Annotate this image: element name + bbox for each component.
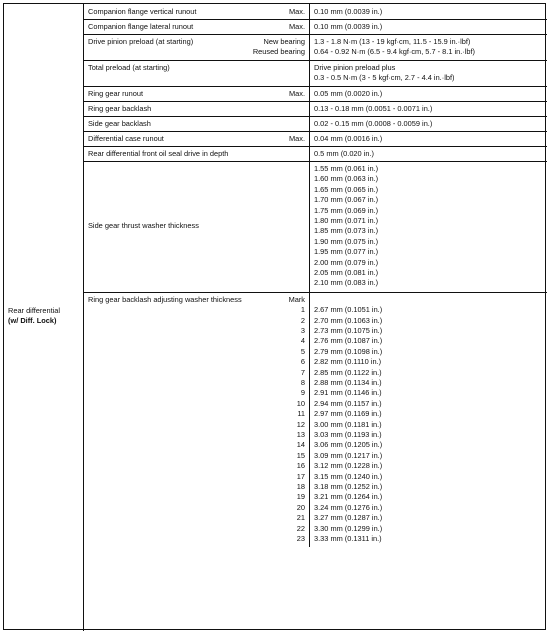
washer-mark: 12 — [296, 419, 305, 429]
washer-mark: 11 — [297, 409, 305, 419]
washer-value: 2.10 mm (0.083 in.) — [314, 278, 379, 288]
spec-item-label: Drive pinion preload (at starting) — [88, 37, 194, 46]
washer-value: 3.09 mm (0.1217 in.) — [314, 450, 383, 460]
washer-mark: 8 — [300, 378, 305, 387]
washer-value: 2.79 mm (0.1098 in.) — [314, 346, 383, 356]
washer-mark: 14 — [296, 440, 305, 450]
washer-value: 2.85 mm (0.1122 in.) — [314, 367, 382, 377]
washer-value: 1.80 mm (0.071 in.) — [314, 216, 379, 225]
washer-value: 1.90 mm (0.075 in.) — [314, 236, 379, 246]
spec-item-label: Differential case runout — [88, 134, 164, 143]
spec-item-label: Ring gear backlash adjusting washer thickness — [88, 294, 242, 304]
group-label-sub: (w/ Diff. Lock) — [8, 316, 57, 325]
washer-value: 2.88 mm (0.1134 in.) — [314, 378, 382, 387]
washer-mark: 17 — [296, 471, 305, 481]
washer-value: 2.70 mm (0.1063 in.) — [314, 315, 383, 325]
washer-value: 3.21 mm (0.1264 in.) — [314, 492, 383, 502]
washer-value: 2.00 mm (0.079 in.) — [314, 257, 379, 267]
spec-condition: Max. — [288, 89, 305, 98]
row-divider — [83, 101, 547, 102]
row-divider — [83, 131, 547, 132]
spec-value: Drive pinion preload plus — [314, 63, 396, 72]
group-label-cell — [8, 306, 84, 326]
washer-value: 3.27 mm (0.1287 in.) — [314, 513, 383, 523]
washer-value: 1.95 mm (0.077 in.) — [314, 247, 379, 257]
washer-value: 3.00 mm (0.1181 in.) — [314, 419, 382, 429]
washer-mark: 15 — [296, 450, 305, 460]
spec-item-label: Side gear backlash — [88, 119, 151, 128]
washer-value: 1.75 mm (0.069 in.) — [314, 205, 379, 215]
spec-value: 0.64 - 0.92 N·m (6.5 - 9.4 kgf·cm, 5.7 - 8.1 in.·lbf) — [314, 47, 476, 57]
washer-mark: 4 — [300, 336, 305, 346]
spec-item-label: Ring gear backlash — [88, 104, 152, 113]
washer-value: 3.30 mm (0.1299 in.) — [314, 523, 383, 533]
washer-mark: 19 — [296, 492, 305, 502]
spec-value: 0.10 mm (0.0039 in.) — [314, 22, 383, 31]
spec-item-label: Total preload (at starting) — [88, 63, 170, 72]
washer-value: 1.60 mm (0.063 in.) — [314, 174, 379, 184]
washer-value: 3.03 mm (0.1193 in.) — [314, 430, 382, 439]
spec-value: 1.3 - 1.8 N·m (13 - 19 kgf·cm, 11.5 - 15.9 in.·lbf) — [314, 37, 471, 46]
washer-mark: 5 — [300, 346, 305, 356]
column-divider — [309, 4, 310, 547]
mark-header: Mark — [288, 294, 305, 304]
washer-value: 2.97 mm (0.1169 in.) — [314, 409, 382, 419]
spec-condition: Max. — [288, 22, 305, 31]
washer-mark: 18 — [296, 482, 305, 491]
row-divider — [83, 86, 547, 87]
row-divider — [83, 19, 547, 20]
spec-value: 0.02 - 0.15 mm (0.0008 - 0.0059 in.) — [314, 119, 433, 128]
washer-value: 1.85 mm (0.073 in.) — [314, 226, 379, 236]
row-divider — [83, 292, 547, 293]
washer-value: 1.70 mm (0.067 in.) — [314, 195, 379, 205]
row-divider — [83, 116, 547, 117]
group-label: Rear differential — [8, 306, 61, 315]
washer-mark: 7 — [300, 367, 305, 377]
washer-mark: 10 — [296, 398, 305, 408]
row-divider — [83, 161, 547, 162]
washer-value: 2.67 mm (0.1051 in.) — [314, 305, 383, 315]
washer-value: 3.15 mm (0.1240 in.) — [314, 471, 383, 481]
spec-table — [3, 3, 546, 630]
washer-mark: 1 — [300, 305, 305, 315]
washer-value: 2.73 mm (0.1075 in.) — [314, 326, 383, 335]
washer-mark: 23 — [296, 534, 305, 543]
spec-value: 0.13 - 0.18 mm (0.0051 - 0.0071 in.) — [314, 104, 433, 113]
washer-mark: 21 — [296, 513, 305, 523]
row-divider — [83, 34, 547, 35]
washer-mark: 22 — [296, 523, 305, 533]
washer-value: 3.24 mm (0.1276 in.) — [314, 502, 383, 512]
spec-item-label: Companion flange lateral runout — [88, 22, 194, 31]
washer-value: 1.55 mm (0.061 in.) — [314, 164, 379, 173]
washer-mark: 13 — [296, 430, 305, 439]
spec-value: 0.3 - 0.5 N·m (3 - 5 kgf·cm, 2.7 - 4.4 in.·lbf) — [314, 73, 455, 83]
spec-item-label: Rear differential front oil seal drive in depth — [88, 149, 229, 158]
washer-value: 3.33 mm (0.1311 in.) — [314, 534, 382, 543]
spec-item-label: Side gear thrust washer thickness — [88, 221, 199, 231]
washer-mark: 20 — [296, 502, 305, 512]
spec-value: 0.5 mm (0.020 in.) — [314, 149, 374, 158]
spec-condition: Reused bearing — [252, 47, 305, 57]
spec-item-label: Companion flange vertical runout — [88, 7, 197, 16]
row-divider — [83, 60, 547, 61]
washer-value: 2.94 mm (0.1157 in.) — [314, 398, 382, 408]
washer-value: 2.76 mm (0.1087 in.) — [314, 336, 383, 346]
spec-item-label: Ring gear runout — [88, 89, 144, 98]
spec-condition: Max. — [288, 7, 305, 16]
row-divider — [83, 146, 547, 147]
washer-value: 3.18 mm (0.1252 in.) — [314, 482, 383, 491]
spec-value: 0.10 mm (0.0039 in.) — [314, 7, 383, 16]
spec-value: 0.04 mm (0.0016 in.) — [314, 134, 383, 143]
washer-value: 1.65 mm (0.065 in.) — [314, 184, 379, 194]
washer-value: 3.12 mm (0.1228 in.) — [314, 461, 383, 471]
washer-value: 3.06 mm (0.1205 in.) — [314, 440, 383, 450]
washer-mark: 6 — [300, 357, 305, 367]
spec-value: 0.05 mm (0.0020 in.) — [314, 89, 383, 98]
washer-mark: 3 — [300, 326, 305, 335]
washer-mark: 16 — [296, 461, 305, 471]
washer-mark: 2 — [300, 315, 305, 325]
spec-condition: Max. — [288, 134, 305, 143]
washer-value: 2.91 mm (0.1146 in.) — [314, 388, 382, 398]
washer-value: 2.82 mm (0.1110 in.) — [314, 357, 382, 367]
spec-condition: New bearing — [263, 37, 305, 46]
washer-mark: 9 — [300, 388, 305, 398]
washer-value: 2.05 mm (0.081 in.) — [314, 268, 379, 277]
column-divider — [83, 4, 84, 631]
